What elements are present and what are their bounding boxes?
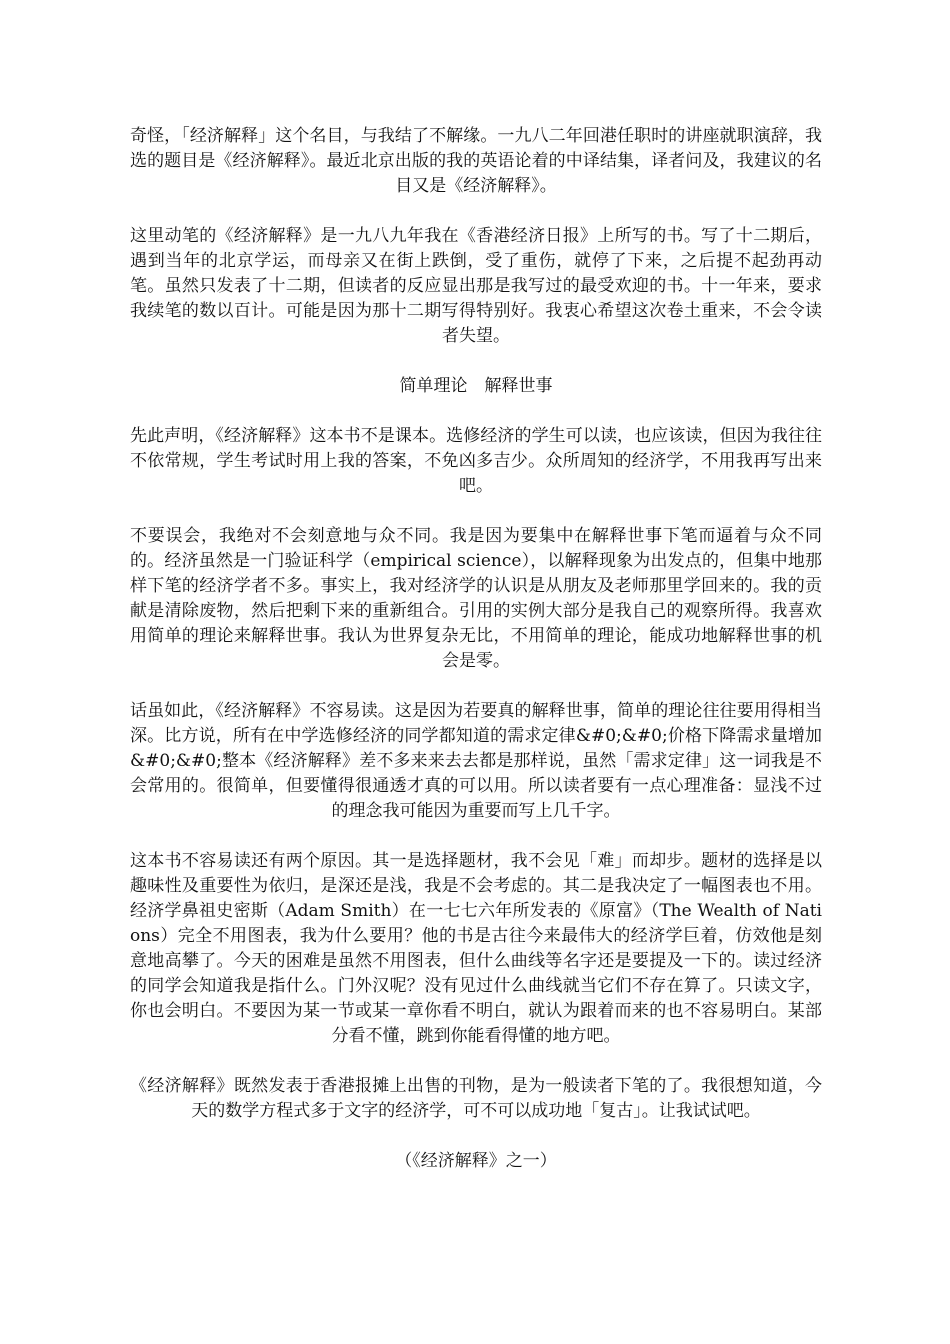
intro-paragraph-2: 这里动笔的《经济解释》是一九八九年我在《香港经济日报》上所写的书。写了十二期后，遇到当年的北京学运，而母亲又在街上跌倒，受了重伤，就停了下来，之后提不起劲再动笔。虽然只发表了十二期，但读者的反应显出那是我写过的最受欢迎的书。十一年来，要求我续笔的数以百计。可能是因为那十二期写得特别好。我衷心希望这次卷土重来，不会令读者失望。 (130, 226, 822, 346)
document-page (130, 124, 822, 1174)
body-paragraph-5: 《经济解释》既然发表于香港报摊上出售的刊物，是为一般读者下笔的了。我很想知道，今天的数学方程式多于文字的经济学，可不可以成功地「复古」。让我试试吧。 (130, 1076, 822, 1121)
body-paragraph-3: 话虽如此，《经济解释》不容易读。这是因为若要真的解释世事，简单的理论往往要用得相当深。比方说，所有在中学选修经济的同学都知道的需求定律&#0;&#0;价格下降需求量增加&#0;&#0;整本《经济解释》差不多来来去去都是那样说，虽然「需求定律」这一词我是不会常用的。很简单，但要懂得很通透才真的可以用。所以读者要有一点心理准备：显浅不过的理念我可能因为重要而写上几千字。 (130, 701, 822, 821)
section-heading: 简单理论 解释世事 (399, 376, 553, 396)
intro-paragraph-1: 奇怪，「经济解释」这个名目，与我结了不解缘。一九八二年回港任职时的讲座就职演辞，我选的题目是《经济解释》。最近北京出版的我的英语论着的中译结集，译者问及，我建议的名目又是《经济解释》。 (130, 126, 822, 196)
closing-note: （《经济解释》之一） (395, 1151, 557, 1171)
body-paragraph-1: 先此声明，《经济解释》这本书不是课本。选修经济的学生可以读，也应该读，但因为我往往不依常规，学生考试时用上我的答案，不免凶多吉少。众所周知的经济学，不用我再写出来吧。 (130, 426, 822, 496)
body-paragraph-2: 不要误会，我绝对不会刻意地与众不同。我是因为要集中在解释世事下笔而逼着与众不同的。经济虽然是一门验证科学（empirical science），以解释现象为出发点的，但集中地那样下笔的经济学者不多。事实上，我对经济学的认识是从朋友及老师那里学回来的。我的贡献是清除废物，然后把剩下来的重新组合。引用的实例大部分是我自己的观察所得。我喜欢用简单的理论来解释世事。我认为世界复杂无比，不用简单的理论，能成功地解释世事的机会是零。 (130, 526, 822, 671)
body-paragraph-4: 这本书不容易读还有两个原因。其一是选择题材，我不会见「难」而却步。题材的选择是以趣味性及重要性为依归，是深还是浅，我是不会考虑的。其二是我决定了一幅图表也不用。经济学鼻祖史密斯（Adam Smith）在一七七六年所发表的《原富》（The Wealth of Nations）完全不用图表，我为什么要用？他的书是古往今来最伟大的经济学巨着，仿效他是刻意地高攀了。今天的困难是虽然不用图表，但什么曲线等名字还是要提及一下的。读过经济的同学会知道我是指什么。门外汉呢？没有见过什么曲线就当它们不存在算了。只读文字，你也会明白。不要因为某一节或某一章你看不明白，就认为跟着而来的也不容易明白。某部分看不懂，跳到你能看得懂的地方吧。 (130, 851, 822, 1046)
